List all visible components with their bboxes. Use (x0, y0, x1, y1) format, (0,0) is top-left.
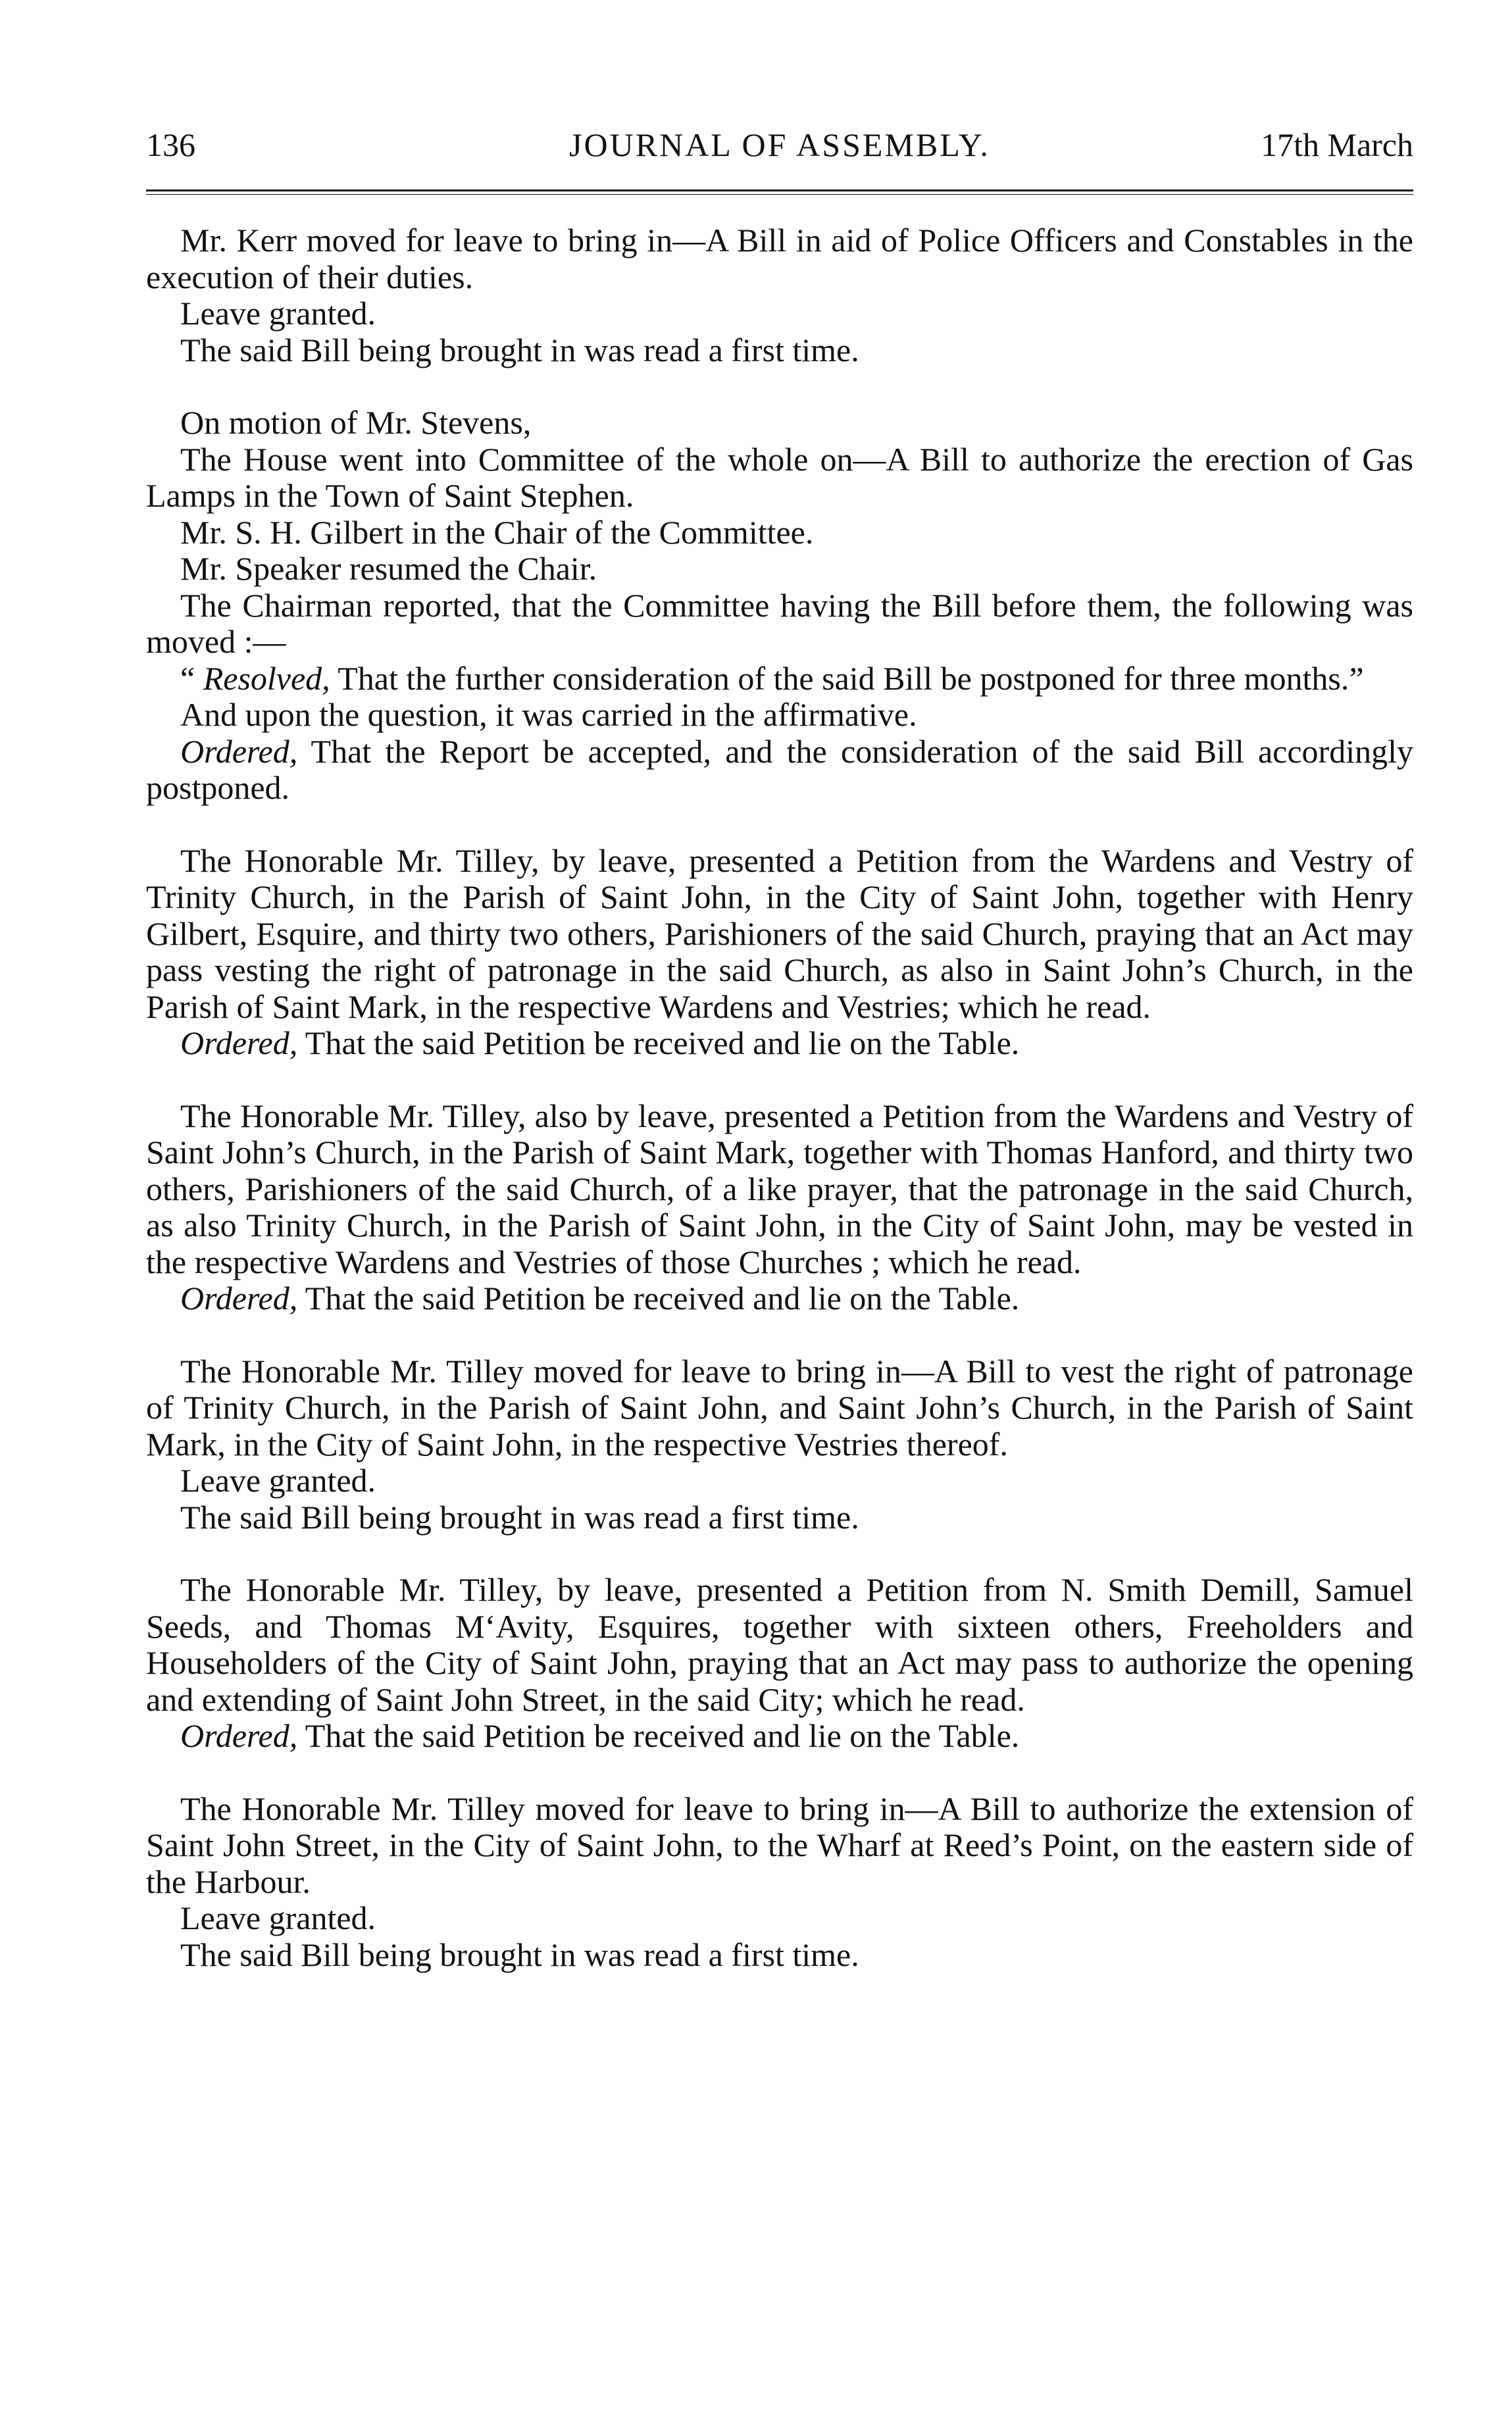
paragraph: Mr. S. H. Gilbert in the Chair of the Committee. (180, 513, 814, 551)
paragraph: The Honorable Mr. Tilley, by leave, presented a Petition from the Wardens and Vestry of Trinity Church, in the Parish of Saint John, in the City of Saint John, together with Henry Gilbert, Esquire, and thirty two others, Parishioners of the said Church, praying that an Act may pass vesting the right of patronage in the said Church, as also in Saint John’s Church, in the Parish of Saint Mark, in the respective Wardens and Vestries; which he read. (146, 842, 1413, 1025)
entry-street-petition (146, 1572, 1413, 1755)
header-date: 17th March (1261, 126, 1413, 163)
open-quote: “ (180, 659, 203, 697)
paragraph: Leave granted. (180, 1462, 376, 1499)
order-text: That the said Petition be received and lie on the Table. (297, 1024, 1020, 1061)
paragraph: The said Bill being brought in was read a first time. (180, 331, 859, 368)
order-paragraph (146, 1718, 1413, 1755)
resolution-paragraph (146, 661, 1413, 697)
order-paragraph (146, 1280, 1413, 1317)
order-text: That the said Petition be received and lie on the Table. (297, 1280, 1020, 1317)
paragraph: On motion of Mr. Stevens, (180, 404, 532, 441)
paragraph: The Chairman reported, that the Committee having the Bill before them, the following was moved :— (146, 586, 1413, 660)
paragraph: Mr. Kerr moved for leave to bring in—A Bill in aid of Police Officers and Constables in the execution of their duties. (146, 222, 1413, 295)
ordered-label: Ordered, (180, 1717, 298, 1754)
paragraph: The Honorable Mr. Tilley moved for leave to bring in—A Bill to authorize the extension of Saint John Street, in the City of Saint John, to the Wharf at Reed’s Point, on the eastern side of the Harbour. (146, 1790, 1413, 1900)
journal-title: JOURNAL OF ASSEMBLY. (569, 126, 990, 163)
running-head (146, 118, 1413, 171)
paragraph: Mr. Speaker resumed the Chair. (180, 550, 597, 587)
entry-trinity-petition (146, 843, 1413, 1062)
paragraph: The Honorable Mr. Tilley, also by leave, presented a Petition from the Wardens and Vestry of Saint John’s Church, in the Parish of Saint Mark, together with Thomas Hanford, and thirty two others, Parishioners of the said Church, of a like prayer, that the patronage in the said Church, as also Trinity Church, in the Parish of Saint John, in the City of Saint John, may be vested in the respective Wardens and Vestries of those Churches ; which he read. (146, 1097, 1413, 1280)
resolution-text: That the further consideration of the said Bill be postponed for three months.” (330, 659, 1364, 697)
header-rule (146, 189, 1413, 195)
resolved-label: Resolved, (203, 659, 330, 697)
ordered-label: Ordered, (180, 1024, 298, 1061)
paragraph: Leave granted. (180, 295, 376, 332)
entry-police-bill (146, 222, 1413, 368)
order-paragraph (146, 1025, 1413, 1062)
page-number: 136 (146, 126, 195, 163)
paragraph: The said Bill being brought in was read a first time. (180, 1498, 859, 1536)
paragraph: The Honorable Mr. Tilley, by leave, presented a Petition from N. Smith Demill, Samuel Seeds, and Thomas M‘Avity, Esquires, together with sixteen others, Freeholders and Householders of the City of Saint John, praying that an Act may pass to authorize the opening and extending of Saint John Street, in the said City; which he read. (146, 1571, 1413, 1718)
paragraph: Leave granted. (180, 1899, 376, 1936)
order-paragraph (146, 734, 1413, 807)
paragraph: The said Bill being brought in was read a first time. (180, 1936, 859, 1973)
paragraph: The Honorable Mr. Tilley moved for leave to bring in—A Bill to vest the right of patronage of Trinity Church, in the Parish of Saint John, and Saint John’s Church, in the Parish of Saint Mark, in the City of Saint John, in the respective Vestries thereof. (146, 1352, 1413, 1463)
ordered-label: Ordered, (180, 1280, 298, 1317)
entry-patronage-bill (146, 1353, 1413, 1536)
paragraph: The House went into Committee of the whole on—A Bill to authorize the erection of Gas Lamps in the Town of Saint Stephen. (146, 440, 1413, 514)
journal-page (146, 118, 1413, 2009)
paragraph: And upon the question, it was carried in the affirmative. (180, 696, 917, 733)
entry-st-johns-petition (146, 1098, 1413, 1317)
journal-body (146, 222, 1413, 1973)
order-text: That the Report be accepted, and the consideration of the said Bill accordingly postponed. (146, 732, 1413, 806)
entry-street-extension-bill (146, 1791, 1413, 1974)
order-text: That the said Petition be received and lie on the Table. (297, 1717, 1020, 1754)
entry-gas-lamps-bill (146, 405, 1413, 807)
ordered-label: Ordered, (180, 732, 298, 770)
